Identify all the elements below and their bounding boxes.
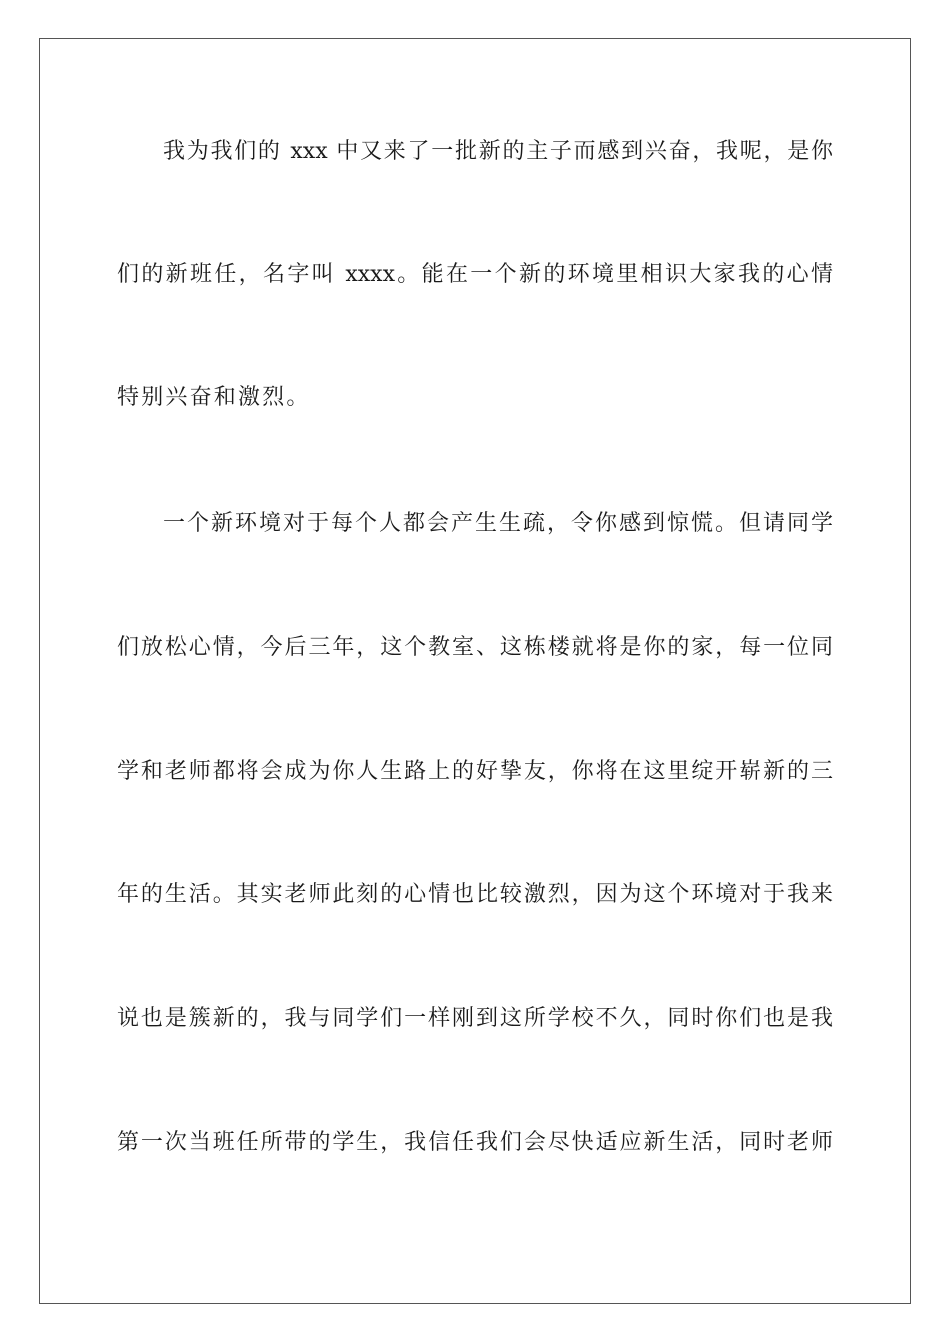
paragraph-2-line-2: 们放松心情，今后三年，这个教室、这栋楼就将是你的家，每一位同 [117,635,833,660]
paragraph-2-line-5: 说也是簇新的，我与同学们一样刚到这所学校不久，同时你们也是我 [117,1006,833,1031]
page-border [39,38,911,1304]
paragraph-2-line-6: 第一次当班任所带的学生，我信任我们会尽快适应新生活，同时老师 [117,1130,833,1155]
paragraph-2-line-4: 年的生活。其实老师此刻的心情也比较激烈，因为这个环境对于我来 [117,882,833,907]
paragraph-2-line-1: 一个新环境对于每个人都会产生生疏，令你感到惊慌。但请同学 [163,511,833,536]
paragraph-1-line-2: 们的新班任，名字叫 xxxx。能在一个新的环境里相识大家我的心情 [117,262,833,287]
paragraph-1-line-3: 特别兴奋和激烈。 [117,385,311,410]
paragraph-2-line-3: 学和老师都将会成为你人生路上的好挚友，你将在这里绽开崭新的三 [117,759,833,784]
paragraph-1-line-1: 我为我们的 xxx 中又来了一批新的主子而感到兴奋，我呢，是你 [163,139,833,164]
